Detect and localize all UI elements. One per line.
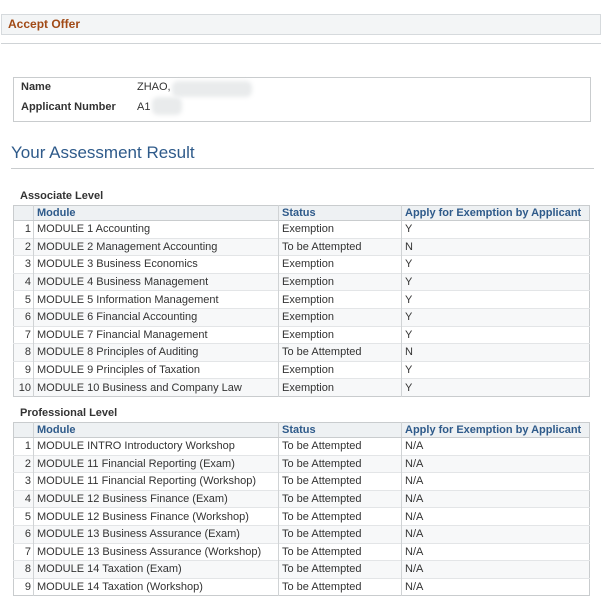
module-cell: MODULE 9 Principles of Taxation	[34, 361, 279, 379]
apply-exemption-cell: Y	[402, 273, 590, 291]
header-divider	[1, 43, 601, 44]
status-cell: Exemption	[279, 379, 402, 397]
row-number: 7	[14, 326, 34, 344]
table-row	[14, 361, 590, 379]
table-row	[14, 308, 590, 326]
row-number: 6	[14, 308, 34, 326]
table-row	[14, 438, 590, 456]
apply-exemption-cell: N/A	[402, 508, 590, 526]
status-cell: Exemption	[279, 308, 402, 326]
table-row	[14, 344, 590, 362]
module-cell: MODULE 2 Management Accounting	[34, 238, 279, 256]
applicant-number-value: A1	[137, 101, 151, 113]
applicant-number-label: Applicant Number	[21, 101, 116, 113]
row-number: 3	[14, 473, 34, 491]
module-cell: MODULE 7 Financial Management	[34, 326, 279, 344]
apply-exemption-cell: N/A	[402, 438, 590, 456]
row-number: 4	[14, 273, 34, 291]
row-number: 9	[14, 361, 34, 379]
table-header-row	[14, 423, 590, 438]
apply-exemption-cell: N/A	[402, 561, 590, 579]
status-cell: Exemption	[279, 291, 402, 309]
module-cell: MODULE INTRO Introductory Workshop	[34, 438, 279, 456]
table-row	[14, 525, 590, 543]
table-row	[14, 238, 590, 256]
apply-exemption-cell: Y	[402, 379, 590, 397]
apply-exemption-cell: N	[402, 344, 590, 362]
status-cell: To be Attempted	[279, 344, 402, 362]
row-number: 2	[14, 455, 34, 473]
table-row	[14, 508, 590, 526]
row-number: 9	[14, 578, 34, 596]
status-cell: To be Attempted	[279, 561, 402, 579]
apply-exemption-cell: Y	[402, 308, 590, 326]
row-number: 1	[14, 221, 34, 239]
row-number: 8	[14, 344, 34, 362]
status-cell: Exemption	[279, 273, 402, 291]
status-column-header: Status	[279, 206, 402, 221]
apply-exemption-column-header: Apply for Exemption by Applicant	[402, 206, 590, 221]
module-cell: MODULE 1 Accounting	[34, 221, 279, 239]
apply-exemption-cell: N/A	[402, 525, 590, 543]
table-row	[14, 256, 590, 274]
status-cell: To be Attempted	[279, 438, 402, 456]
row-number: 10	[14, 379, 34, 397]
professional-level-caption: Professional Level	[20, 407, 118, 419]
module-cell: MODULE 6 Financial Accounting	[34, 308, 279, 326]
module-cell: MODULE 12 Business Finance (Exam)	[34, 490, 279, 508]
module-column-header: Module	[34, 206, 279, 221]
table-row	[14, 273, 590, 291]
table-row	[14, 473, 590, 491]
apply-exemption-cell: N/A	[402, 473, 590, 491]
module-cell: MODULE 10 Business and Company Law	[34, 379, 279, 397]
module-cell: MODULE 4 Business Management	[34, 273, 279, 291]
apply-exemption-cell: N/A	[402, 543, 590, 561]
applicant-info-box	[13, 77, 591, 122]
table-row	[14, 561, 590, 579]
apply-exemption-cell: N/A	[402, 455, 590, 473]
table-row	[14, 490, 590, 508]
module-cell: MODULE 3 Business Economics	[34, 256, 279, 274]
apply-exemption-column-header: Apply for Exemption by Applicant	[402, 423, 590, 438]
row-number-header	[14, 206, 34, 221]
name-redaction	[172, 81, 252, 97]
row-number-header	[14, 423, 34, 438]
apply-exemption-cell: N	[402, 238, 590, 256]
apply-exemption-cell: N/A	[402, 490, 590, 508]
professional-level-table	[13, 422, 590, 596]
associate-level-table	[13, 205, 590, 397]
apply-exemption-cell: Y	[402, 256, 590, 274]
section-title: Your Assessment Result	[11, 143, 195, 162]
row-number: 5	[14, 508, 34, 526]
status-cell: Exemption	[279, 221, 402, 239]
table-row	[14, 455, 590, 473]
apply-exemption-cell: Y	[402, 361, 590, 379]
apply-exemption-cell: Y	[402, 326, 590, 344]
module-cell: MODULE 14 Taxation (Exam)	[34, 561, 279, 579]
table-row	[14, 221, 590, 239]
row-number: 5	[14, 291, 34, 309]
row-number: 2	[14, 238, 34, 256]
module-cell: MODULE 11 Financial Reporting (Workshop)	[34, 473, 279, 491]
row-number: 6	[14, 525, 34, 543]
module-cell: MODULE 5 Information Management	[34, 291, 279, 309]
page-header	[1, 14, 601, 35]
table-header-row	[14, 206, 590, 221]
module-cell: MODULE 14 Taxation (Workshop)	[34, 578, 279, 596]
status-cell: Exemption	[279, 256, 402, 274]
status-cell: Exemption	[279, 361, 402, 379]
module-cell: MODULE 11 Financial Reporting (Exam)	[34, 455, 279, 473]
section-divider	[11, 168, 594, 169]
name-value: ZHAO,	[137, 81, 171, 93]
status-cell: To be Attempted	[279, 455, 402, 473]
status-cell: To be Attempted	[279, 543, 402, 561]
module-column-header: Module	[34, 423, 279, 438]
table-row	[14, 578, 590, 596]
apply-exemption-cell: Y	[402, 291, 590, 309]
associate-level-caption: Associate Level	[20, 190, 104, 202]
module-cell: MODULE 8 Principles of Auditing	[34, 344, 279, 362]
status-cell: To be Attempted	[279, 525, 402, 543]
row-number: 3	[14, 256, 34, 274]
name-label: Name	[21, 81, 51, 93]
apply-exemption-cell: N/A	[402, 578, 590, 596]
status-cell: To be Attempted	[279, 473, 402, 491]
row-number: 4	[14, 490, 34, 508]
page-title: Accept Offer	[8, 17, 81, 31]
apply-exemption-cell: Y	[402, 221, 590, 239]
status-cell: To be Attempted	[279, 578, 402, 596]
module-cell: MODULE 13 Business Assurance (Workshop)	[34, 543, 279, 561]
row-number: 1	[14, 438, 34, 456]
status-cell: To be Attempted	[279, 508, 402, 526]
row-number: 8	[14, 561, 34, 579]
status-column-header: Status	[279, 423, 402, 438]
number-redaction	[152, 97, 182, 115]
status-cell: Exemption	[279, 326, 402, 344]
row-number: 7	[14, 543, 34, 561]
module-cell: MODULE 13 Business Assurance (Exam)	[34, 525, 279, 543]
module-cell: MODULE 12 Business Finance (Workshop)	[34, 508, 279, 526]
table-row	[14, 291, 590, 309]
table-row	[14, 379, 590, 397]
table-row	[14, 543, 590, 561]
status-cell: To be Attempted	[279, 490, 402, 508]
table-row	[14, 326, 590, 344]
status-cell: To be Attempted	[279, 238, 402, 256]
